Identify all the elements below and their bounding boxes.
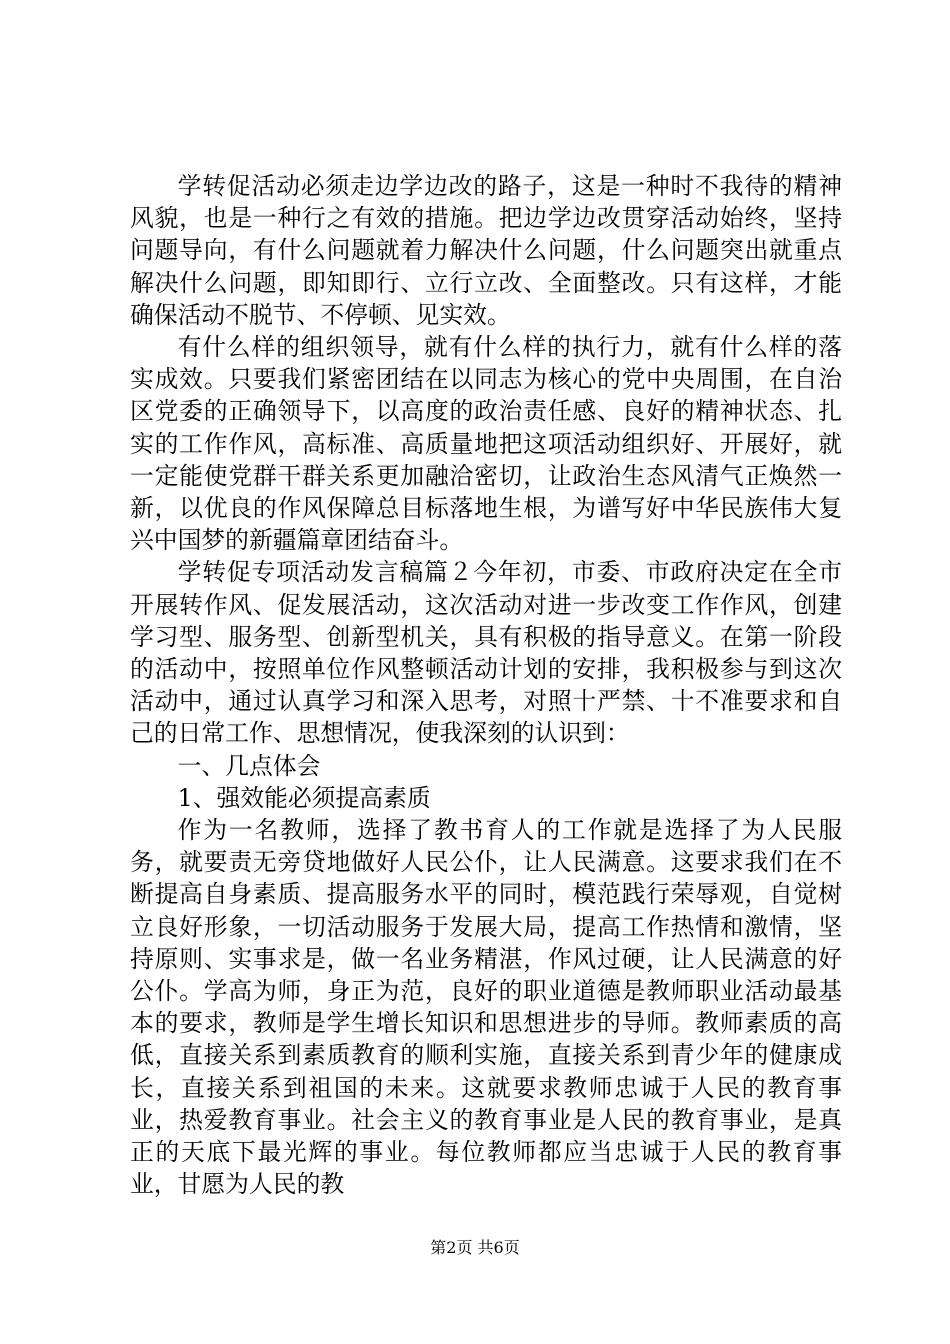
document-body (130, 170, 842, 1201)
paragraph-6: 作为一名教师，选择了教书育人的工作就是选择了为人民服务，就要责无旁贷地做好人民公仆，让人民满意。这要求我们在不断提高自身素质、提高服务水平的同时，模范践行荣辱观，自觉树立良好形象，一切活动服务于发展大局，提高工作热情和激情，坚持原则、实事求是，做一名业务精湛，作风过硬，让人民满意的好公仆。学高为师，身正为范，良好的职业道德是教师职业活动最基本的要求，教师是学生增长知识和思想进步的导师。教师素质的高低，直接关系到素质教育的顺利实施，直接关系到青少年的健康成长，直接关系到祖国的未来。这就要求教师忠诚于人民的教育事业，热爱教育事业。社会主义的教育事业是人民的教育事业，是真正的天底下最光辉的事业。每位教师都应当忠诚于人民的教育事业，甘愿为人民的教 (130, 816, 842, 1199)
paragraph-1: 学转促活动必须走边学边改的路子，这是一种时不我待的精神风貌，也是一种行之有效的措施。把边学边改贯穿活动始终，坚持问题导向，有什么问题就着力解决什么问题，什么问题突出就重点解决什么问题，即知即行、立行立改、全面整改。只有这样，才能确保活动不脱节、不停顿、见实效。 (130, 172, 842, 329)
page-footer (0, 1238, 950, 1258)
subsection-heading: 1、强效能必须提高素质 (177, 783, 431, 812)
page-number: 第2页 共6页 (430, 1238, 520, 1257)
paragraph-2: 有什么样的组织领导，就有什么样的执行力，就有什么样的落实成效。只要我们紧密团结在以同志为核心的党中央周围，在自治区党委的正确领导下，以高度的政治责任感、良好的精神状态、扎实的工作作风，高标准、高质量地把这项活动组织好、开展好，就一定能使党群干群关系更加融洽密切，让政治生态风清气正焕然一新，以优良的作风保障总目标落地生根，为谱写好中华民族伟大复兴中国梦的新疆篇章团结奋斗。 (130, 333, 842, 555)
section-heading: 一、几点体会 (177, 751, 321, 780)
paragraph-3: 学转促专项活动发言稿篇２今年初，市委、市政府决定在全市开展转作风、促发展活动，这次活动对进一步改变工作作风，创建学习型、服务型、创新型机关，具有积极的指导意义。在第一阶段的活动中，按照单位作风整顿活动计划的安排，我积极参与到这次活动中，通过认真学习和深入思考，对照十严禁、十不准要求和自己的日常工作、思想情况，使我深刻的认识到： (130, 558, 842, 748)
